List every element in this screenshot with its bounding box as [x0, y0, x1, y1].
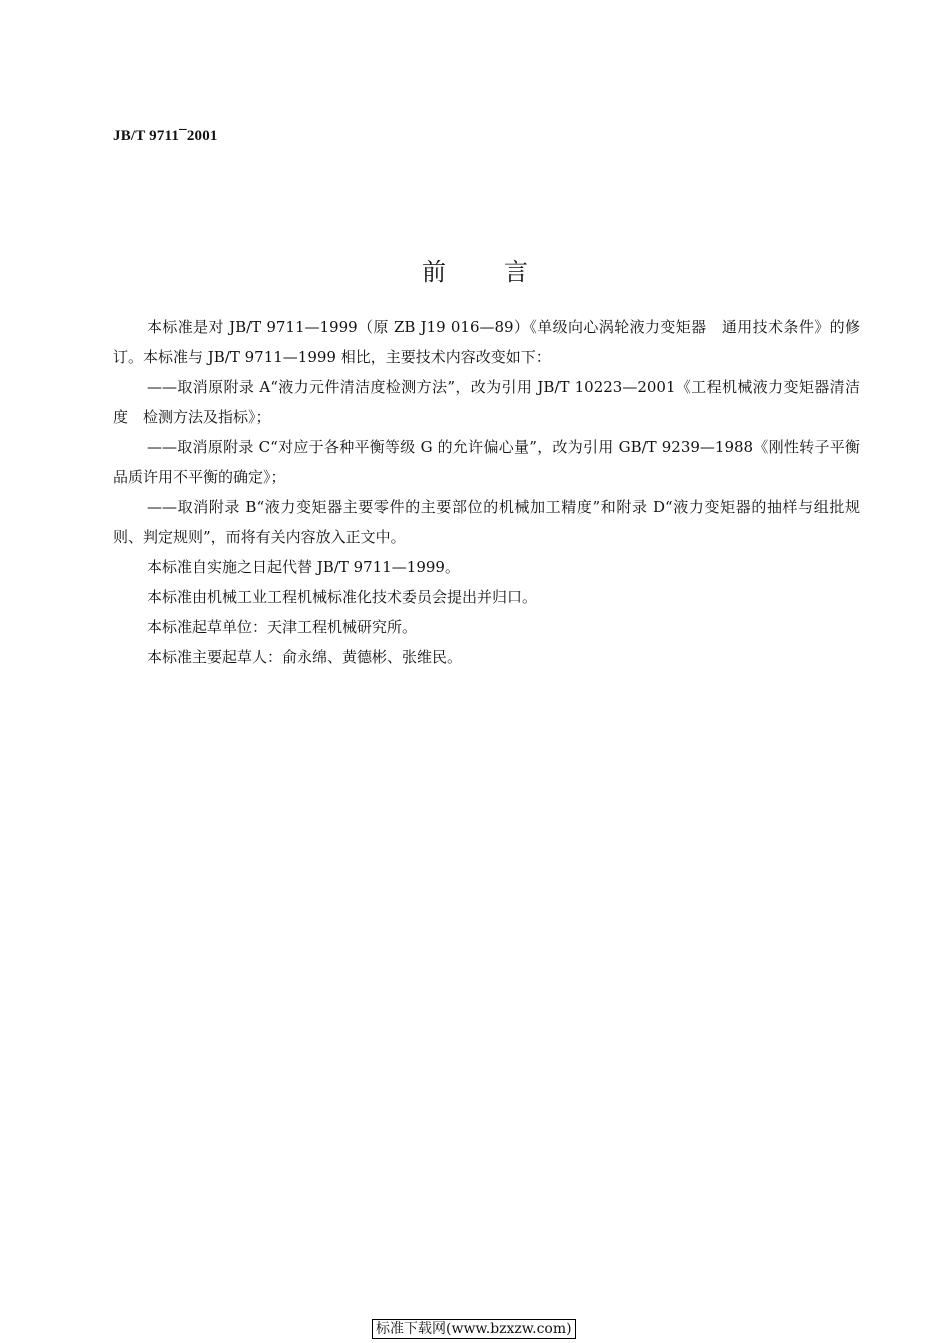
paragraph-drafting-unit: 本标准起草单位：天津工程机械研究所。	[147, 618, 418, 636]
paragraph-change-appendix-b-d: ——取消附录 B“液力变矩器主要零件的主要部位的机械加工精度”和附录 D“液力变矩器的抽样与组批规则、判定规则”，而将有关内容放入正文中。	[113, 498, 860, 546]
paragraph-replacement: 本标准自实施之日起代替 JB/T 9711—1999。	[147, 558, 460, 576]
preface-body	[113, 312, 860, 672]
paragraph-intro: 本标准是对 JB/T 9711—1999（原 ZB J19 016—89）《单级向心涡轮液力变矩器 通用技术条件》的修订。本标准与 JB/T 9711—1999 相比，主要技术内容改变如下：	[113, 318, 860, 366]
paragraph-change-appendix-c: ——取消原附录 C“对应于各种平衡等级 G 的允许偏心量”，改为引用 GB/T 9239—1988《刚性转子平衡品质许用不平衡的确定》；	[113, 438, 860, 486]
watermark-link[interactable]: 标准下载网(www.bzxzw.com)	[372, 1319, 576, 1339]
page-title: 前言	[422, 258, 586, 286]
paragraph-drafters: 本标准主要起草人：俞永绵、黄德彬、张维民。	[147, 648, 463, 666]
paragraph-change-appendix-a: ——取消原附录 A“液力元件清洁度检测方法”，改为引用 JB/T 10223—2001《工程机械液力变矩器清洁度 检测方法及指标》；	[113, 378, 860, 426]
document-code: JB/T 9711¯2001	[113, 128, 218, 144]
paragraph-proposer: 本标准由机械工业工程机械标准化技术委员会提出并归口。	[147, 588, 538, 606]
